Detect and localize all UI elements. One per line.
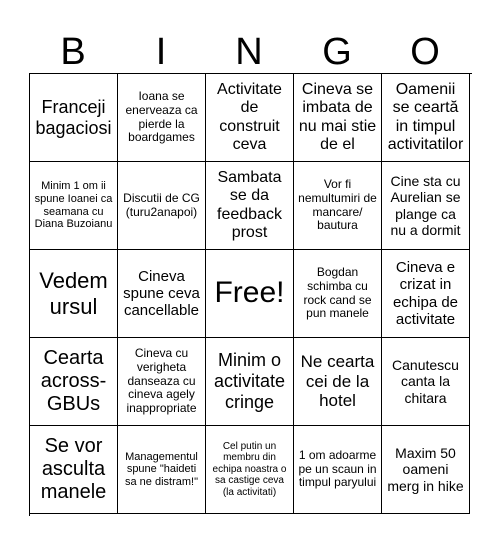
bingo-card [29,73,472,516]
bingo-cell[interactable]: Activitate de construit ceva [206,74,294,162]
bingo-cell[interactable]: Vedem ursul [30,250,118,338]
bingo-cell[interactable]: Oamenii se ceartă in timpul activitatilor [382,74,470,162]
bingo-cell[interactable]: Bogdan schimba cu rock cand se pun manele [294,250,382,338]
bingo-cell[interactable]: Cel putin un membru din echipa noastra o sa castige ceva (la activitati) [206,426,294,514]
bingo-cell[interactable]: 1 om adoarme pe un scaun in timpul paryului [294,426,382,514]
bingo-cell[interactable]: Canutescu canta la chitara [382,338,470,426]
bingo-cell[interactable]: Cineva se imbata de nu mai stie de el [294,74,382,162]
bingo-cell[interactable]: Cineva cu verigheta danseaza cu cineva agely inappropriate [118,338,206,426]
bingo-cell[interactable]: Cineva spune ceva cancellable [118,250,206,338]
bingo-cell[interactable]: Minim 1 om ii spune Ioanei ca seamana cu Diana Buzoianu [30,162,118,250]
header-letter-b: B [60,31,88,73]
bingo-cell[interactable]: Vor fi nemultumiri de mancare/ bautura [294,162,382,250]
header-letter-n: N [235,31,265,73]
bingo-cell[interactable]: Cine sta cu Aurelian se plange ca nu a dormit [382,162,470,250]
bingo-cell[interactable]: Franceji bagaciosi [30,74,118,162]
header-letter-i: I [155,31,169,73]
bingo-cell[interactable]: Cineva e crizat in echipa de activitate [382,250,470,338]
bingo-cell[interactable]: Se vor asculta manele [30,426,118,514]
bingo-cell[interactable]: Managementul spune "haideti sa ne distram!" [118,426,206,514]
header-letter-g: G [322,31,354,73]
bingo-cell[interactable]: Discutii de CG (turu2anapoi) [118,162,206,250]
bingo-cell[interactable]: Maxim 50 oameni merg in hike [382,426,470,514]
bingo-cell[interactable]: Sambata se da feedback prost [206,162,294,250]
bingo-cell[interactable]: Minim o activitate cringe [206,338,294,426]
header-letter-o: O [410,31,442,73]
bingo-cell[interactable]: Cearta across-GBUs [30,338,118,426]
bingo-cell[interactable]: Ne cearta cei de la hotel [294,338,382,426]
bingo-cell[interactable]: Ioana se enerveaza ca pierde la boardgames [118,74,206,162]
free-cell[interactable]: Free! [206,250,294,338]
